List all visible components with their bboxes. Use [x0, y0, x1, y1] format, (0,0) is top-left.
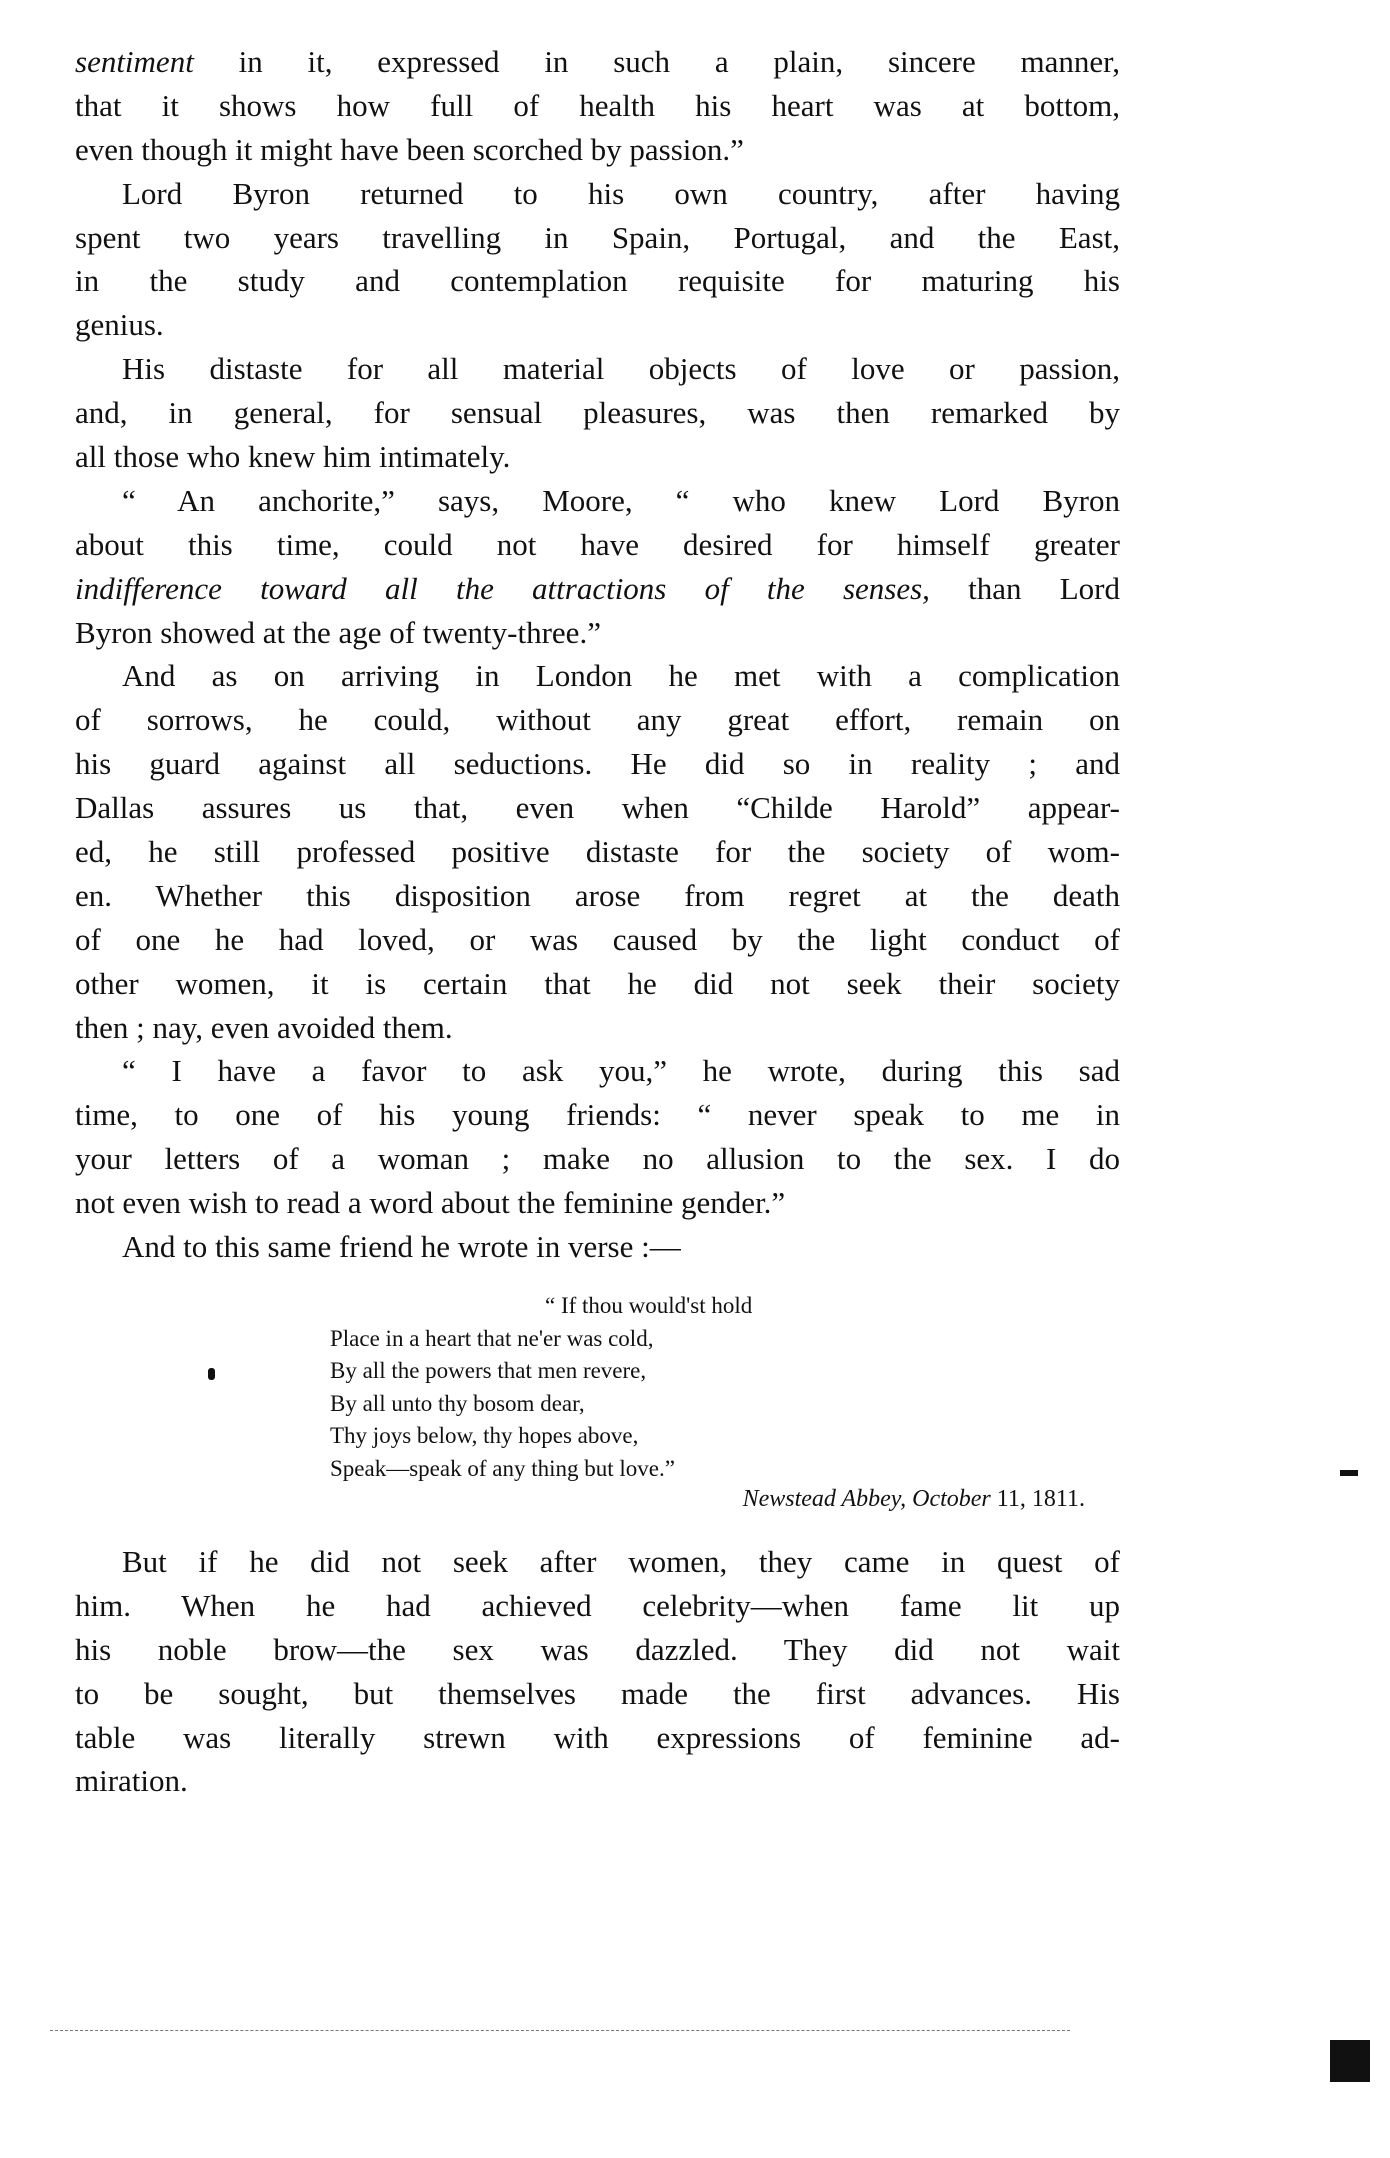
text-line	[75, 611, 1120, 655]
text-line	[75, 786, 1120, 830]
text-run: other women, it is certain that he did not seek their society	[75, 965, 1120, 1001]
verse-attribution	[743, 1486, 1085, 1513]
text-line	[75, 40, 1120, 84]
text-line	[75, 962, 1120, 1006]
text-line	[75, 216, 1120, 260]
closing-paragraph	[75, 1540, 1120, 1803]
verse-line: By all unto thy bosom dear,	[330, 1390, 585, 1416]
text-run: about this time, could not have desired for himself greater	[75, 526, 1120, 562]
verse-quotation	[330, 1290, 930, 1485]
verse-line: Speak—speak of any thing but love.”	[330, 1455, 675, 1481]
text-run: in the study and contemplation requisite for maturing his	[75, 263, 1120, 299]
body-text	[75, 40, 1120, 1269]
text-run: en. Whether this disposition arose from regret at the death	[75, 877, 1120, 913]
text-line	[75, 698, 1120, 742]
text-line	[75, 1540, 1120, 1584]
attribution-place: Newstead Abbey, October	[742, 1486, 991, 1512]
text-run: of one he had loved, or was caused by the light conduct of	[75, 921, 1120, 957]
verse-line: “ If thou would'st hold	[545, 1293, 753, 1318]
text-line	[75, 391, 1120, 435]
verse-line: By all the powers that men revere,	[330, 1358, 647, 1383]
text-line	[75, 1225, 1120, 1269]
text-line	[75, 84, 1120, 128]
text-line	[75, 567, 1120, 611]
bottom-rule	[50, 2030, 1070, 2032]
text-line	[75, 1137, 1120, 1181]
text-line	[75, 523, 1120, 567]
text-run: Byron showed at the age of twenty-three.”	[75, 614, 601, 650]
text-run: Lord Byron returned to his own country, after having	[122, 175, 1120, 211]
text-run: in it, expressed in such a plain, sincere manner,	[193, 44, 1120, 79]
text-run: to be sought, but themselves made the first advances. His	[75, 1675, 1120, 1711]
text-run: “ An anchorite,” says, Moore, “ who knew Lord Byron	[122, 482, 1120, 518]
text-line	[75, 1672, 1120, 1716]
text-line	[75, 654, 1120, 698]
verse-line: Place in a heart that ne'er was cold,	[330, 1325, 654, 1351]
text-run: And as on arriving in London he met with a complication	[122, 658, 1120, 694]
text-line	[75, 1584, 1120, 1628]
text-line	[75, 303, 1120, 347]
text-run: genius.	[75, 307, 164, 343]
text-run: and, in general, for sensual pleasures, was then remarked by	[75, 395, 1120, 431]
text-line	[75, 259, 1120, 303]
text-run: But if he did not seek after women, they came in quest of	[122, 1544, 1120, 1579]
text-run: Dallas assures us that, even when “Childe Harold” appear-	[75, 790, 1120, 826]
text-line	[75, 128, 1120, 172]
text-line	[75, 172, 1120, 216]
text-run: “ I have a favor to ask you,” he wrote, during this sad	[122, 1053, 1120, 1089]
text-run: miration.	[75, 1763, 188, 1799]
text-run: than Lord	[929, 570, 1120, 606]
text-run: his noble brow—the sex was dazzled. They did not wait	[75, 1631, 1120, 1667]
text-line	[75, 347, 1120, 391]
verse-line: Thy joys below, thy hopes above,	[330, 1423, 639, 1448]
text-run: of sorrows, he could, without any great effort, remain on	[75, 702, 1120, 738]
text-line	[75, 830, 1120, 874]
text-line	[75, 742, 1120, 786]
text-line	[75, 1628, 1120, 1672]
text-run: even though it might have been scorched by passion.”	[75, 131, 744, 167]
text-run: that it shows how full of health his heart was at bottom,	[75, 87, 1120, 123]
text-line	[75, 435, 1120, 479]
italic-text: indifference toward all the attractions of the senses,	[75, 570, 930, 606]
text-line	[75, 1716, 1120, 1760]
text-run: His distaste for all material objects of love or passion,	[122, 351, 1120, 387]
scan-speck	[208, 1368, 215, 1380]
text-run: him. When he had achieved celebrity—when fame lit up	[75, 1587, 1120, 1623]
text-run: time, to one of his young friends: “ never speak to me in	[75, 1097, 1120, 1133]
text-line	[75, 1759, 1120, 1803]
italic-text: sentiment	[75, 44, 194, 79]
text-line	[75, 1006, 1120, 1050]
text-line	[75, 1181, 1120, 1225]
text-run: your letters of a woman ; make no allusion to the sex. I do	[75, 1141, 1120, 1177]
text-line	[75, 1093, 1120, 1137]
text-line	[75, 874, 1120, 918]
text-run: then ; nay, even avoided them.	[75, 1009, 453, 1045]
text-line	[75, 918, 1120, 962]
text-run: all those who knew him intimately.	[75, 439, 511, 475]
text-run: table was literally strewn with expressions of feminine ad-	[75, 1719, 1120, 1755]
scan-speck	[1340, 1470, 1358, 1476]
text-run: ed, he still professed positive distaste for the society of wom-	[75, 834, 1120, 870]
text-run: not even wish to read a word about the feminine gender.”	[75, 1185, 786, 1221]
text-line	[75, 479, 1120, 523]
text-run: his guard against all seductions. He did so in reality ; and	[75, 746, 1120, 782]
text-run: And to this same friend he wrote in verse :—	[122, 1229, 681, 1265]
scan-speck	[1330, 2040, 1370, 2082]
text-run: spent two years travelling in Spain, Portugal, and the East,	[75, 219, 1120, 255]
text-line	[75, 1049, 1120, 1093]
attribution-date: 11, 1811.	[990, 1486, 1085, 1512]
